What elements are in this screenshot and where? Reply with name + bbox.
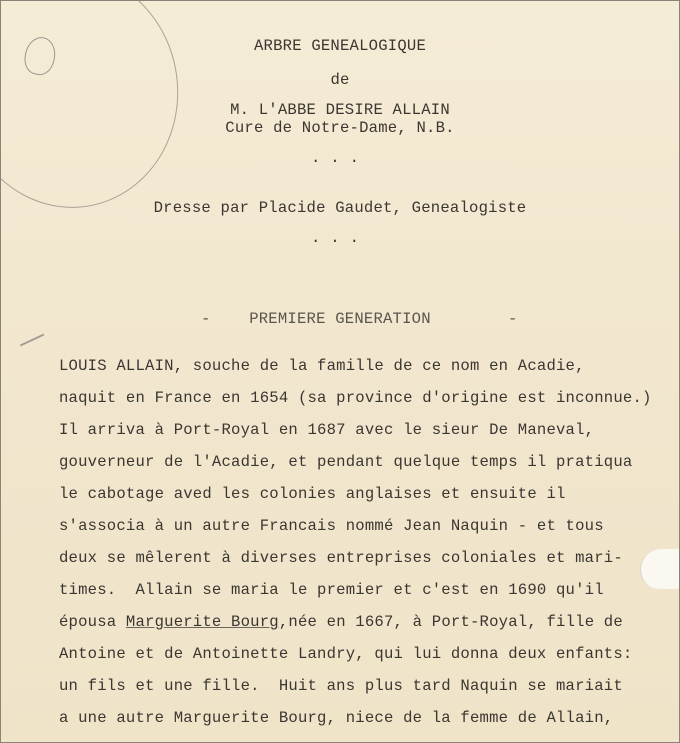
body-line-1: LOUIS ALLAIN, souche de la famille de ce nom en Acadie, <box>59 357 585 375</box>
title-de: de <box>330 71 350 89</box>
body-line-10: Antoine et de Antoinette Landry, qui lui donna deux enfants: <box>59 645 633 663</box>
separator-dots-2: ... <box>310 229 370 247</box>
separator-dots-1: ... <box>310 149 370 167</box>
heading-dash-left: - <box>201 310 211 328</box>
body-line-9-pre: épousa <box>59 613 126 631</box>
underlined-name: Marguerite Bourg <box>125 613 279 631</box>
section-heading: PREMIERE GENERATION <box>249 310 431 328</box>
body-line-5: le cabotage aved les colonies anglaises et ensuite il <box>59 485 566 503</box>
body-line-6: s'associa à un autre Francais nommé Jean Naquin - et tous <box>59 517 604 535</box>
body-line-9 <box>59 613 623 631</box>
body-line-8: times. Allain se maria le premier et c'est en 1690 qu'il <box>59 581 604 599</box>
subject-parish: Cure de Notre-Dame, N.B. <box>225 119 455 137</box>
body-line-11: un fils et une fille. Huit ans plus tard Naquin se mariait <box>59 677 623 695</box>
body-line-12: a une autre Marguerite Bourg, niece de la femme de Allain, <box>59 709 614 727</box>
body-line-9-post: ,née en 1667, à Port-Royal, fille de <box>278 613 623 631</box>
body-line-2: naquit en France en 1654 (sa province d'origine est inconnue.) <box>59 389 652 407</box>
subject-name: M. L'ABBE DESIRE ALLAIN <box>230 101 450 119</box>
body-line-7: deux se mêlerent à diverses entreprises coloniales et mari- <box>59 549 623 567</box>
torn-paper-edge <box>640 549 679 589</box>
body-line-4: gouverneur de l'Acadie, et pendant quelque temps il pratiqua <box>59 453 633 471</box>
heading-dash-right: - <box>508 310 518 328</box>
pencil-margin-mark <box>20 334 44 346</box>
document-title: ARBRE GENEALOGIQUE <box>253 37 427 55</box>
author-line: Dresse par Placide Gaudet, Genealogiste <box>153 199 527 217</box>
body-line-3: Il arriva à Port-Royal en 1687 avec le sieur De Maneval, <box>59 421 595 439</box>
